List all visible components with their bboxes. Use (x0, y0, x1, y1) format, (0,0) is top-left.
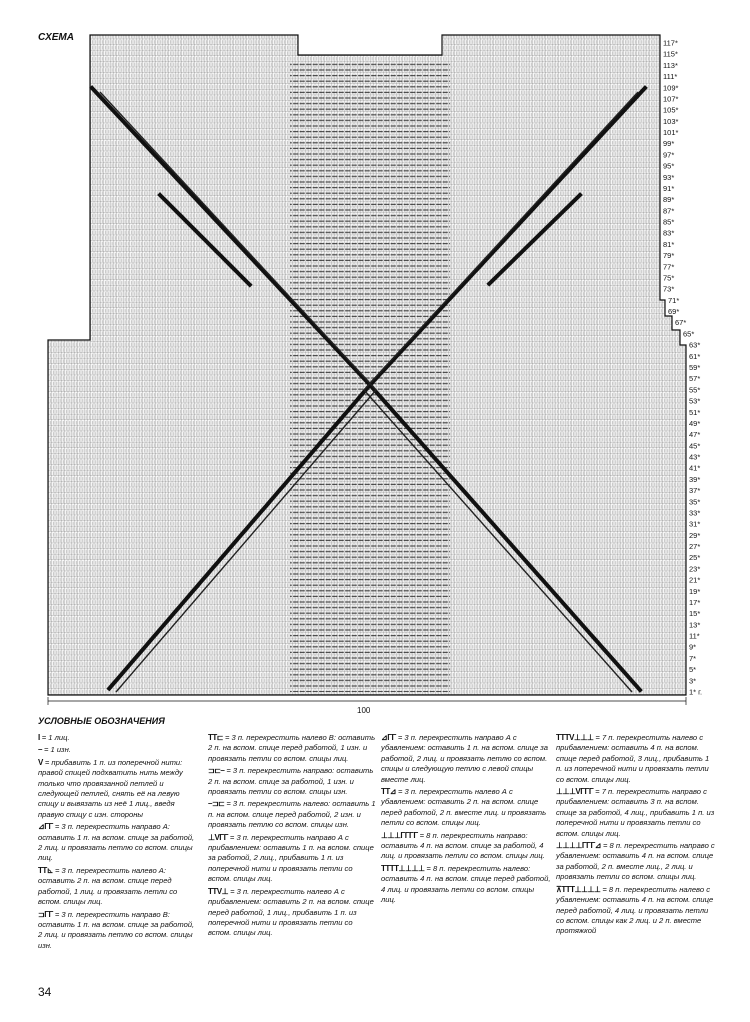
row-number-label: 11* (689, 631, 700, 641)
legend-entry: ΤΤ⊏ = 3 п. перекрестить налево В: оставить 2 п. на вспом. спице перед работой, 1 изн. и провязать петли со вспом. спицы лиц. (208, 733, 376, 763)
row-number-label: 89* (663, 195, 675, 205)
symbol-icon: ⊥VΓΓ (208, 832, 228, 842)
row-number-label: 17* (689, 597, 701, 607)
legend-entry: ⊥⊥⊥VΓΓΓ = 7 п. перекрестить направо с прибавлением: оставить 3 п. на вспом. спице за работой, 4 лиц., прибавить 1 п. из поперечной нити и провязать петли со вспом. спицы лиц. (556, 787, 715, 838)
legend-entry: ΤΤV⊥ = 3 п. перекрестить налево А с прибавлением: оставить 2 п. на вспом. спице перед работой, 1 лиц., прибавить 1 п. из поперечной нити и провязать петли со вспом. спицы лиц. (208, 886, 374, 938)
center-purl-panel (290, 60, 450, 692)
chart-title: СХЕМА (38, 32, 74, 43)
legend-entry: ΤΤ⊾ = 3 п. перекрестить налево А: оставить 2 п. на вспом. спице перед работой, 1 лиц. и провязать петли со вспом. спицы лиц. (38, 865, 178, 907)
symbol-icon: ⊐ΓΓ (38, 909, 53, 919)
legend-entry: ⊿ΓΓ = 3 п. перекрестить направо А с убавлением: оставить 1 п. на вспом. спице за работой, 2 лиц. и провязать петлю со вспом. спицы и следующую петлю с левой спицы вместе лиц. (381, 733, 548, 784)
row-number-label: 109* (663, 83, 679, 93)
legend-entry: ⊥⊥⊥ΓΓΓΓ = 8 п. перекрестить направо: оставить 4 п. на вспом. спице за работой, 4 лиц. и провязать петли со вспом. спицы лиц. (381, 830, 545, 861)
symbol-icon: ΤΤΤΤ⊥⊥⊥⊥ (381, 863, 425, 873)
symbol-icon: –⊐⊏ (208, 799, 225, 809)
row-number-label: 61* (689, 351, 701, 361)
row-number-label: 25* (689, 553, 701, 563)
row-number-label: 111* (663, 72, 678, 82)
row-number-label: 117* (663, 38, 678, 48)
row-number-label: 13* (689, 620, 701, 630)
row-number-label: 77* (663, 262, 675, 272)
row-number-label: 99* (663, 139, 675, 149)
symbol-icon: ⊿ΓΓ (381, 733, 396, 742)
row-number-label: 101* (663, 128, 679, 138)
row-number-label: 43* (689, 452, 701, 462)
legend-entry: ⊐ΓΓ = 3 п. перекрестить направо В: оставить 1 п. на вспом. спице за работой, 2 лиц. и провязать петлю со вспом. спицы изн. (38, 909, 195, 950)
legend-entry: ⊐⊏– = 3 п. перекрестить направо: оставить 2 п. на вспом. спице за работой, 1 изн. и провязать петли со вспом. спицы изн. (208, 766, 374, 797)
page-number: 34 (38, 985, 52, 999)
symbol-icon: ΤΤ⊿ (381, 787, 396, 797)
row-number-label: 113* (663, 60, 678, 70)
symbol-icon: ΤΤV⊥ (208, 886, 229, 896)
legend-entry: ΤΤΤV⊥⊥⊥ = 7 п. перекрестить налево с прибавлением: оставить 4 п. на вспом. спице перед работой, 3 лиц., прибавить 1 п. из поперечной нити и провязать петли со вспом. спицы лиц. (556, 733, 710, 784)
row-number-label: 21* (689, 575, 701, 585)
row-number-label: 63* (689, 340, 701, 350)
width-dimension (48, 697, 686, 705)
row-number-label: 55* (689, 385, 701, 395)
symbol-icon: ⊥⊥⊥⊥ΓΓΓ⊿ (556, 841, 602, 851)
row-number-label: 37* (689, 486, 701, 496)
row-number-label: 95* (663, 161, 675, 171)
row-number-label: 39* (689, 474, 701, 484)
row-number-label: 91* (663, 183, 675, 193)
row-number-label: 97* (663, 150, 675, 160)
row-number-label: 19* (689, 586, 701, 596)
row-number-label: 41* (689, 463, 701, 473)
row-number-label: 83* (663, 228, 675, 238)
width-label: 100 (357, 706, 371, 715)
legend-column-2 (208, 733, 376, 941)
legend-column-4 (556, 733, 716, 939)
row-number-label: 59* (689, 363, 701, 372)
legend-entry: – = 1 изн. (38, 745, 71, 755)
symbol-icon: ΤΤΤV⊥⊥⊥ (556, 733, 594, 742)
legend-entry: V = прибавить 1 п. из поперечной нити: правой спицей подхватить нить между только что провязанной петлей и следующей петлей, снять её на левую спицу и вывязать из неё 1 лиц., введя правую спицу с изн. стороны (38, 757, 183, 819)
symbol-icon: ⊿ΓΓ (38, 822, 53, 832)
legend-entry: ⊥⊥⊥⊥ΓΓΓ⊿ = 8 п. перекрестить направо с убавлением: оставить 4 п. на вспом. спице за работой, 2 п. вместе лиц., 2 лиц. и провязать петли со вспом. спицы лиц. (556, 841, 715, 882)
legend-entry: ⊿ΓΓ = 3 п. перекрестить направо А: оставить 1 п. на вспом. спице за работой, 2 лиц. и провязать петлю со вспом. спицы лиц. (38, 822, 195, 863)
row-number-label: 33* (689, 508, 701, 518)
symbol-icon: ΤΤ⊾ (38, 865, 53, 875)
legend-entry: –⊐⊏ = 3 п. перекрестить налево: оставить 1 п. на вспом. спице перед работой, 2 изн. и провязать петлю со вспом. спицы изн. (208, 799, 376, 830)
symbol-icon: ⊥⊥⊥VΓΓΓ (556, 787, 594, 797)
row-number-label: 87* (663, 206, 675, 216)
symbol-icon: ΤΤ⊏ (208, 733, 223, 742)
legend-column-3 (381, 733, 551, 908)
legend-entry: ΤΤΤΤ⊥⊥⊥⊥ = 8 п. перекрестить налево: оставить 4 п. на вспом. спице перед работой, 4 лиц. и провязать петли со вспом. спицы лиц. (381, 863, 551, 905)
row-number-label: 65* (683, 329, 695, 339)
row-number-label: 103* (663, 116, 679, 126)
symbol-icon: I (38, 733, 40, 742)
row-number-label: 51* (689, 407, 701, 417)
row-number-label: 7* (689, 653, 697, 663)
row-number-label: 23* (689, 564, 701, 574)
row-number-label: 105* (663, 105, 679, 115)
legend-entry: I = 1 лиц. (38, 733, 70, 742)
row-number-label: 71* (668, 295, 680, 305)
legend-entry: ⊼ΤΤΤ⊥⊥⊥⊥ = 8 п. перекрестить налево с убавлением: оставить 4 п. на вспом. спице перед работой, 4 лиц. и провязать петли со вспом. спицы как 2 лиц. и 2 п. вместе протяжкой (556, 884, 714, 936)
row-number-label: 9* (689, 642, 697, 652)
row-number-label: 47* (689, 430, 701, 440)
legend-title: УСЛОВНЫЕ ОБОЗНАЧЕНИЯ (38, 716, 165, 726)
row-number-label: 45* (689, 441, 701, 451)
symbol-icon: ⊥⊥⊥ΓΓΓΓ (381, 830, 418, 840)
row-number-label: 73* (663, 284, 675, 294)
legend-column-1 (38, 733, 200, 953)
row-number-label: 81* (663, 239, 675, 249)
legend-entry: ΤΤ⊿ = 3 п. перекрестить налево А с убавлением: оставить 2 п. на вспом. спице перед работой, 2 п. вместе лиц. и провязать петли со вспом. спицы лиц. (381, 787, 547, 828)
row-number-label: 67* (675, 318, 687, 328)
row-number-label: 29* (689, 530, 701, 540)
symbol-icon: V (38, 757, 43, 767)
row-number-label: 57* (689, 374, 701, 384)
row-number-label: 85* (663, 217, 675, 227)
row-number-label: 35* (689, 497, 701, 507)
row-number-label: 115* (663, 49, 678, 59)
symbol-icon: – (38, 745, 42, 755)
row-number-label: 75* (663, 273, 675, 283)
row-number-label: 27* (689, 542, 701, 552)
row-number-label: 69* (668, 307, 680, 317)
row-number-label: 49* (689, 418, 701, 428)
row-number-label: 79* (663, 251, 675, 261)
symbol-icon: ⊐⊏– (208, 766, 225, 776)
row-number-label: 1* г. (689, 687, 703, 697)
row-number-label: 3* (689, 676, 697, 686)
row-number-label: 93* (663, 172, 675, 182)
row-number-label: 53* (689, 396, 701, 406)
row-number-label: 31* (689, 519, 701, 529)
row-number-label: 15* (689, 609, 701, 619)
row-number-label: 107* (663, 94, 679, 104)
legend-entry: ⊥VΓΓ = 3 п. перекрестить направо А с прибавлением: оставить 1 п. на вспом. спице за работой, 2 лиц., прибавить 1 п. из поперечной нити и провязать петли со вспом. спицы лиц. (208, 832, 374, 884)
row-number-label: 5* (689, 665, 697, 675)
symbol-icon: ⊼ΤΤΤ⊥⊥⊥⊥ (556, 884, 601, 894)
